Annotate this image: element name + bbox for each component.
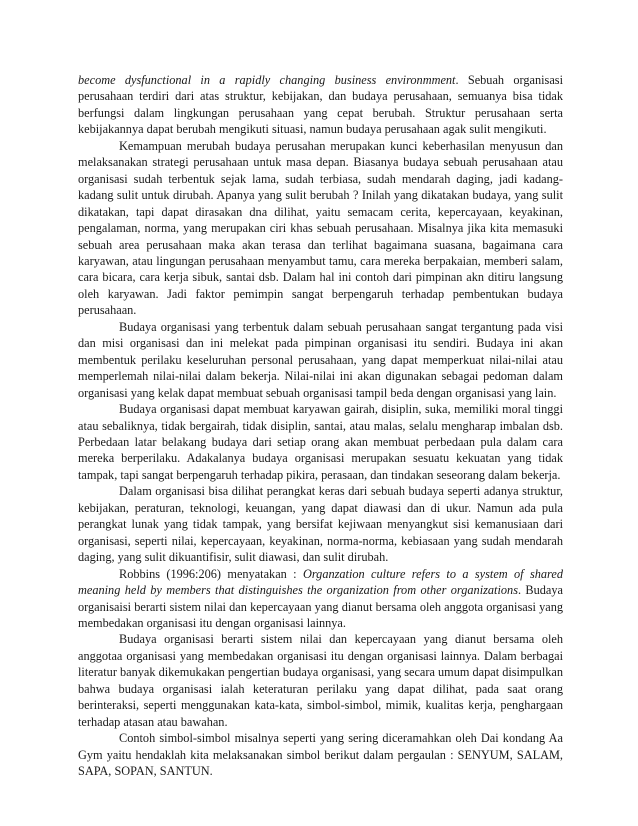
paragraph-text: Dalam organisasi bisa dilihat perangkat keras dari sebuah budaya seperti adanya struktur, kebijakan, peraturan, teknologi, keuangan, yang dapat diawasi dan di ukur. Namun ada pula perangkat lunak yang tidak tampak, yang bersifat kejiwaan menyangkut sisi kemanusiaan dari organisasi, seperti nilai, kepercayaan, keyakinan, norma-norma, kebiasaan yang sudah mendarah daging, yang sulit dikuantifisir, sulit diawasi, dan sulit dirubah.: [78, 484, 563, 565]
paragraph-text: Budaya organisasi berarti sistem nilai dan kepercayaan yang dianut bersama oleh anggotaa organisasi yang membedakan organisasi itu dengan organisasi lainnya. Dalam berbagai literatur banyak dikemukakan pengertian budaya organisasi, yang secara umum dapat disimpulkan bahwa budaya organisasi ialah keteraturan perilaku yang dapat dilihat, pada saat orang berinteraksi, seperti menggunakan kata-kata, simbol-simbol, mimik, kualitas kerja, penghargaan terhadap atasan atau bawahan.: [78, 632, 564, 729]
paragraph-intro: [78, 72, 563, 138]
robbins-text: . Budaya organisaisi berarti sistem nilai dan kepercayaan yang dianut bersama oleh anggota organisasi yang membedakan organisasi itu dengan organisasi lainnya.: [78, 583, 563, 630]
intro-italic-phrase: become dysfunctional in a rapidly changing business environmment: [78, 73, 456, 87]
paragraph-budaya-gairah: [78, 401, 563, 483]
intro-text: . Sebuah organisasi perusahaan terdiri dari atas struktur, kebijakan, dan budaya perusahaan, semuanya bisa tidak berfungsi dalam lingkungan perusahaan yang cepat berubah. Struktur perusahaan serta kebijakannya dapat berubah mengikuti situasi, namun budaya perusahaan agak sulit mengikuti.: [78, 73, 563, 137]
paragraph-perangkat: [78, 483, 563, 565]
paragraph-text: Budaya organisasi yang terbentuk dalam sebuah perusahaan sangat tergantung pada visi dan misi organisasi dan ini melekat pada pimpinan organisasi itu sendiri. Budaya ini akan membentuk perilaku keseluruhan personal perusahaan, yang dapat memperkuat nilai-nilai atau memperlemah nilai-nilai dalam bekerja. Nilai-nilai ini akan digunakan sebagai pedoman dalam organisasi yang kelak dapat membuat sebuah organisasi tampil beda dengan organisasi yang lain.: [78, 319, 563, 400]
paragraph-kemampuan: [78, 138, 563, 319]
paragraph-text: Budaya organisasi dapat membuat karyawan gairah, disiplin, suka, memiliki moral tinggi atau sebaliknya, tidak bergairah, tidak disiplin, santai, atau malas, selalu mengharap imbalan dsb. Perbedaan latar belakang budaya dari setiap orang akan membuat perbedaan pula dalam cara mereka berperilaku. Adakalanya budaya organisasi merupakan sesuatu kekuatan yang tidak tampak, tapi sangat berpengaruh terhadap pikira, perasaan, dan tindakan seseorang dalam bekerja.: [78, 402, 563, 482]
paragraph-text: Kemampuan merubah budaya perusahan merupakan kunci keberhasilan menyusun dan melaksanakan strategi perusahaan untuk masa depan. Biasanya budaya sebuah perusahaan atau organisasi sudah terbentuk sejak lama, sudah terbiasa, sudah mendarah daging, jadi kadang-kadang sulit untuk dirubah. Apanya yang sulit berubah ? Inilah yang dikatakan budaya, yang sulit dikatakan, tapi dapat dirasakan dna dilihat, yaitu semacam cerita, kepercayaan, keyakinan, pengalaman, norma, yang merupakan ciri khas sebuah perusahaan. Misalnya jika kita memasuki sebuah area perusahaan maka akan terasa dan terlihat bagaimana suasana, bagaimana cara karyawan, atau lingungan perusahaan menyambut tamu, cara mereka berpakaian, memberi salam, cara bicara, cara kerja sibuk, santai dsb. Dalam hal ini contoh dari pimpinan akn ditiru langsung oleh karyawan. Jadi faktor pemimpin sangat berpengaruh terhadap pembentukan budaya perusahaan.: [78, 138, 563, 318]
paragraph-sistem-nilai: [78, 631, 563, 730]
robbins-lead: Robbins (1996:206) menyatakan :: [119, 566, 303, 581]
robbins-quote: Organzation culture refers to a system of shared meaning held by members that distinguishes the organization from other organizations: [78, 566, 563, 598]
paragraph-text: Contoh simbol-simbol misalnya seperti yang sering diceramahkan oleh Dai kondang Aa Gym yaitu hendaklah kita melaksanakan simbol berikut dalam pergaulan : SENYUM, SALAM, SAPA, SOPAN, SANTUN.: [78, 731, 563, 779]
paragraph-contoh-simbol: [78, 730, 563, 779]
document-page: [78, 72, 563, 779]
paragraph-budaya-visi: [78, 319, 563, 401]
paragraph-robbins: [78, 566, 563, 632]
